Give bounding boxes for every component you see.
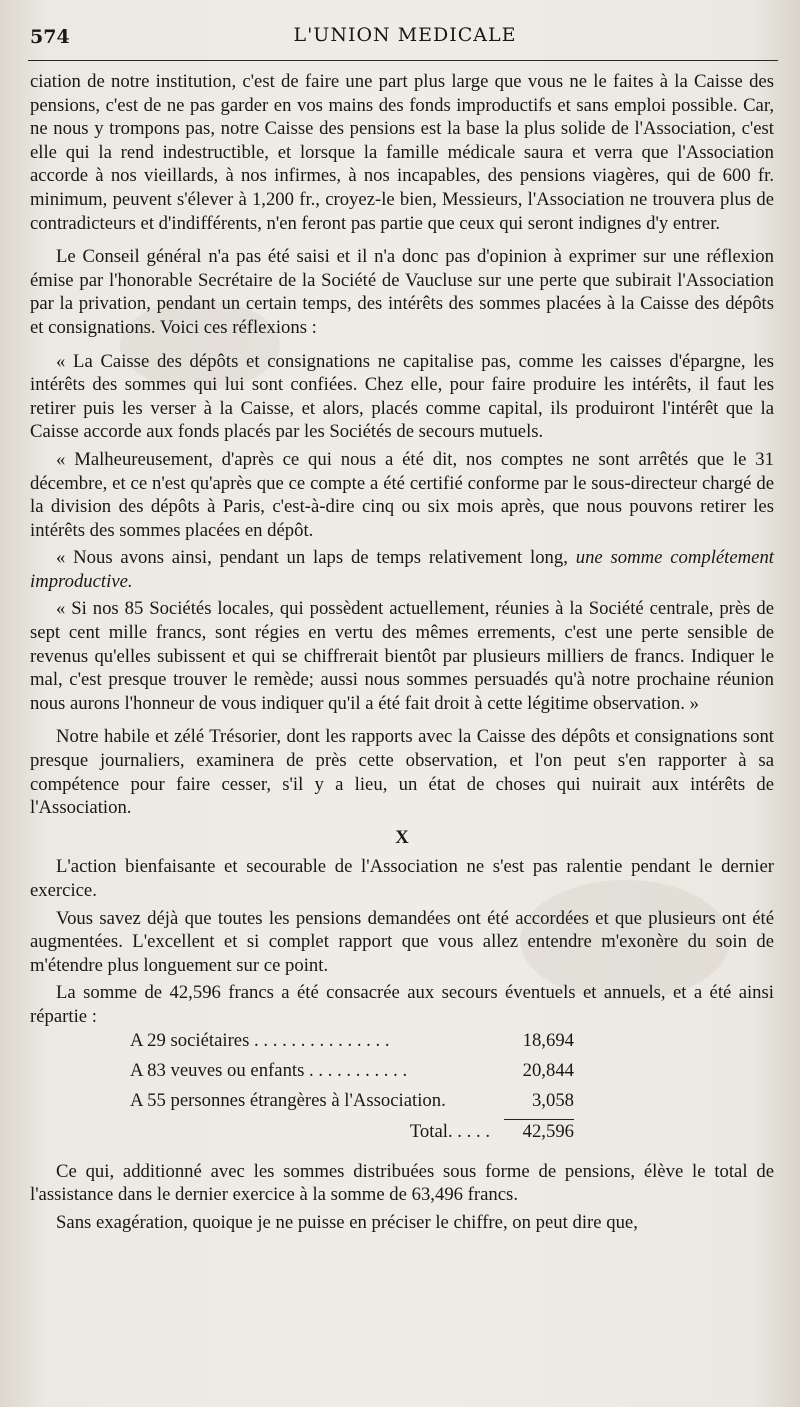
table-row xyxy=(130,1059,574,1089)
table-row xyxy=(130,1029,574,1059)
row-label: A 83 veuves ou enfants . . . . . . . . . . . xyxy=(130,1059,408,1081)
quote-emphasis: une somme complétement improductive. xyxy=(30,547,774,592)
running-title: L'UNION MEDICALE xyxy=(293,24,517,46)
paragraph: Vous savez déjà que toutes les pensions demandées ont été accordées et que plusieurs ont été augmentées. L'excellent et si complet rapport que vous allez entendre m'exonère du soin de m'étendre plus longuement sur ce point. xyxy=(30,907,774,976)
table-row xyxy=(130,1089,574,1120)
total-label: Total. . . . . xyxy=(409,1120,490,1142)
page-number: 574 xyxy=(30,26,70,48)
quote-paragraph: « La Caisse des dépôts et consignations ne capitalise pas, comme les caisses d'épargne, les intérêts des sommes qui lui sont confiées. Chez elle, pour faire produire les intérêts, il faut les retirer puis les verser à la Caisse, et alors, placés comme capital, ils produiront l'intérêt que la Caisse accorde aux fonds placés par les Sociétés de secours mutuels. xyxy=(30,350,774,443)
paragraph: Notre habile et zélé Trésorier, dont les rapports avec la Caisse des dépôts et consignations sont presque journaliers, examinera de près cette observation, et l'on peut s'en rapporter à sa compétence pour faire cesser, s'il y a lieu, un état de choses qui nuirait aux intérêts de l'Association. xyxy=(30,726,774,819)
header-rule xyxy=(28,60,778,61)
section-number: X xyxy=(395,826,409,848)
distribution-table xyxy=(130,1029,574,1150)
paragraph: Sans exagération, quoique je ne puisse en préciser le chiffre, on peut dire que, xyxy=(56,1211,638,1233)
total-value: 42,596 xyxy=(504,1119,574,1150)
row-value: 18,694 xyxy=(522,1029,574,1051)
paragraph: Le Conseil général n'a pas été saisi et il n'a donc pas d'opinion à exprimer sur une réflexion émise par l'honorable Secrétaire de la Société de Vaucluse sur une perte que subirait l'Association par la privation, pendant un certain temps, des intérêts des sommes placées à la Caisse des dépôts et consignations. Voici ces réflexions : xyxy=(30,246,774,338)
page-header xyxy=(30,22,780,58)
paragraph: Ce qui, additionné avec les sommes distribuées sous forme de pensions, élève le total de l'assistance dans le dernier exercice à la somme de 63,496 francs. xyxy=(30,1160,774,1206)
quote-paragraph: « Malheureusement, d'après ce qui nous a été dit, nos comptes ne sont arrêtés que le 31 décembre, et ce n'est qu'après que ce compte a été certifié conforme par le sous-directeur chargé de la division des dépôts à Paris, c'est-à-dire cinq ou six mois après, que nous pouvons retirer les intérêts des sommes placées en dépôt. xyxy=(30,448,774,541)
row-value: 20,844 xyxy=(522,1059,574,1081)
row-value: 3,058 xyxy=(531,1089,574,1111)
total-row xyxy=(130,1119,574,1150)
quote-paragraph: « Si nos 85 Sociétés locales, qui possèdent actuellement, réunies à la Société centrale, près de sept cent mille francs, sont régies en vertu des mêmes errements, c'est une perte sensible de revenus qu'elles subissent et qui se chiffrerait bientôt par plusieurs milliers de francs. Indiquer le mal, c'est presque trouver le remède; aussi nous sommes persuadés qu'à notre prochaine réunion nous aurons l'honneur de vous indiquer qu'il a été fait droit à cette légitime observation. » xyxy=(30,598,774,714)
paragraph: L'action bienfaisante et secourable de l'Association ne s'est pas ralentie pendant le dernier exercice. xyxy=(30,856,774,901)
quote-paragraph xyxy=(30,546,774,593)
row-label: A 55 personnes étrangères à l'Association. xyxy=(130,1089,446,1111)
quote-lead: « Nous avons ainsi, pendant un laps de temps relativement long, xyxy=(56,547,576,569)
paragraph: ciation de notre institution, c'est de faire une part plus large que vous ne le faites à la Caisse des pensions, c'est de ne pas garder en vos mains des fonds improductifs et sans emploi possible. Car, ne nous y trompons pas, notre Caisse des pensions est la base la plus solide de l'Association, c'est elle qui la rend indestructible, et lorsque la famille médicale saura et verra que l'Association accorde à nos vieillards, à nos infirmes, à nos incapables, des pensions viagères, qui de 600 fr. minimum, peuvent s'élever à 1,200 fr., croyez-le bien, Messieurs, l'Association ne trouvera plus de contradicteurs et d'indifférents, n'en feront pas partie que ceux qui seront indignes d'y entrer. xyxy=(30,71,774,234)
row-label: A 29 sociétaires . . . . . . . . . . . . . . . xyxy=(130,1029,390,1051)
body-text xyxy=(30,70,774,1234)
paragraph: La somme de 42,596 francs a été consacrée aux secours éventuels et annuels, et a été ainsi répartie : xyxy=(30,982,774,1027)
